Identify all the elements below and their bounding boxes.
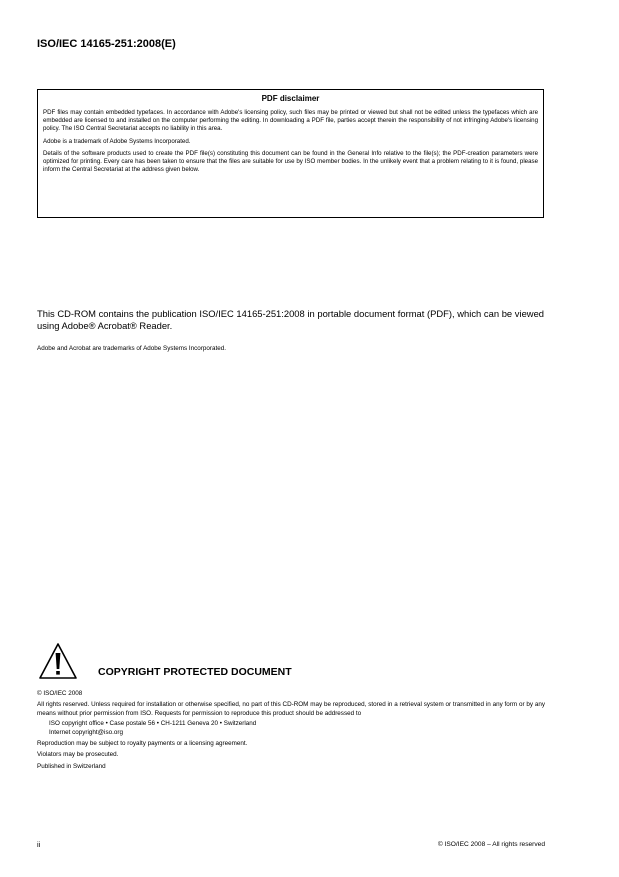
footer-copyright: © ISO/IEC 2008 – All rights reserved bbox=[437, 841, 545, 848]
disclaimer-paragraph-trademark: Adobe is a trademark of Adobe Systems Incorporated. bbox=[43, 137, 191, 145]
disclaimer-paragraph-typefaces: PDF files may contain embedded typefaces. In accordance with Adobe's licensing policy, such files may be printed or viewed but shall not be edited unless the typefaces which are embedded are licensed to and installed on the computer performing the editing. In downloading a PDF file, parties accept therein the responsibility of not infringing Adobe's licensing policy. The ISO Central Secretariat accepts no liability in this area. bbox=[43, 109, 538, 133]
page-number: ii bbox=[37, 840, 41, 849]
disclaimer-paragraph-details: Details of the software products used to create the PDF file(s) constituting this document can be found in the General Info relative to the file(s); the PDF-creation parameters were optimized for printing. Every care has been taken to ensure that the files are suitable for use by ISO member bodies. In the unlikely event that a problem relating to it is found, please inform the Central Secretariat at the address given below. bbox=[43, 149, 538, 174]
violators-note: Violators may be prosecuted. bbox=[37, 751, 119, 759]
pdf-disclaimer-box bbox=[37, 89, 544, 218]
cd-rom-description: This CD-ROM contains the publication ISO/IEC 14165-251:2008 in portable document format (PDF), which can be viewed using Adobe® Acrobat® Reader. bbox=[37, 308, 544, 331]
copyright-email-line: Internet copyright@iso.org bbox=[49, 728, 123, 736]
disclaimer-title: PDF disclaimer bbox=[261, 94, 320, 103]
adobe-trademark-note: Adobe and Acrobat are trademarks of Adobe Systems Incorporated. bbox=[37, 345, 227, 352]
rights-statement: All rights reserved. Unless required for installation or otherwise specified, no part of this CD-ROM may be reproduced, stored in a retrieval system or transmitted in any form or by any means without prior permission from ISO. Requests for permission to reproduce this product should be addressed to bbox=[37, 701, 545, 717]
copyright-office-address: ISO copyright office • Case postale 56 • CH-1211 Geneva 20 • Switzerland bbox=[49, 720, 257, 728]
warning-triangle-icon bbox=[38, 642, 78, 680]
copyright-protected-title: COPYRIGHT PROTECTED DOCUMENT bbox=[98, 666, 292, 678]
published-location: Published in Switzerland bbox=[37, 762, 106, 770]
copyright-notice bbox=[37, 690, 545, 773]
royalty-note: Reproduction may be subject to royalty payments or a licensing agreement. bbox=[37, 740, 248, 748]
copyright-year: © ISO/IEC 2008 bbox=[37, 690, 83, 697]
document-id: ISO/IEC 14165-251:2008(E) bbox=[37, 38, 176, 50]
